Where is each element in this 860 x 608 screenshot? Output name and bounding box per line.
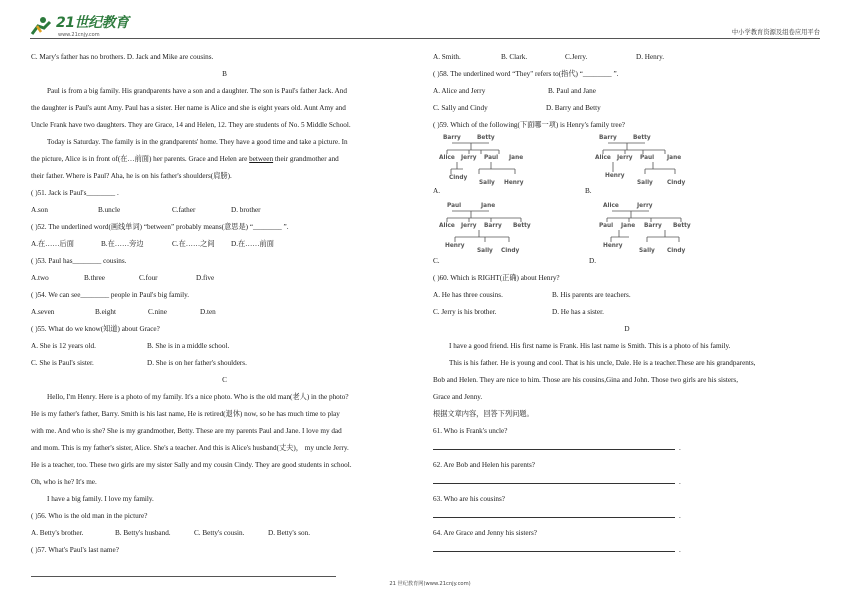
option-c: C. Jerry is his brother. bbox=[433, 308, 497, 316]
answer-line[interactable] bbox=[433, 483, 675, 484]
option-c: C.father bbox=[172, 206, 196, 214]
site-logo bbox=[28, 14, 138, 40]
tree-option-label: C. bbox=[433, 257, 440, 265]
question-61: 61. Who is Frank's uncle? bbox=[433, 427, 508, 435]
logo-text: 21世纪教育 bbox=[56, 15, 129, 31]
passage-d-line: This is his father. He is young and cool. That is his uncle, Dale. He is a teacher.These are his grandparents, bbox=[449, 359, 756, 367]
tree-name: Jane bbox=[481, 203, 496, 209]
tree-name: Alice bbox=[595, 155, 611, 161]
tree-name: Sally bbox=[637, 180, 653, 186]
section-heading-b: B bbox=[222, 70, 227, 78]
question-57: ( )57. What's Paul's last name? bbox=[31, 546, 119, 554]
question-59: ( )59. Which of the following(下面哪一项) is Henry's family tree? bbox=[433, 121, 625, 129]
tree-name: Barry bbox=[443, 135, 461, 141]
option-c: C. Betty's cousin. bbox=[194, 529, 245, 537]
option-b: B. Paul and Jane bbox=[548, 87, 596, 95]
answer-period: . bbox=[679, 546, 681, 554]
option-b: B.在……旁边 bbox=[101, 240, 144, 248]
tree-name: Cindy bbox=[449, 175, 468, 181]
answer-line[interactable] bbox=[433, 449, 675, 450]
question-55: ( )55. What do we know(知道) about Grace? bbox=[31, 325, 160, 333]
tree-name: Jerry bbox=[461, 223, 477, 229]
question-60: ( )60. Which is RIGHT(正确) about Henry? bbox=[433, 274, 560, 282]
option-c: C.在……之间 bbox=[172, 240, 215, 248]
passage-c-line: Hello, I'm Henry. Here is a photo of my family. It's a nice photo. Who is the old man(老人) in the photo? bbox=[47, 393, 349, 401]
option-d: D. She is on her father's shoulders. bbox=[147, 359, 247, 367]
answer-period: . bbox=[679, 444, 681, 452]
logo-site: www.21cnjy.com bbox=[58, 32, 100, 38]
family-tree-c bbox=[439, 204, 539, 262]
answer-period: . bbox=[679, 512, 681, 520]
option-c: C. Sally and Cindy bbox=[433, 104, 488, 112]
tree-name: Paul bbox=[484, 155, 499, 161]
underlined-word-between: between bbox=[249, 155, 274, 163]
option-a: A.son bbox=[31, 206, 48, 214]
passage-b-line: their father. Where is Paul? Aha, he is on his father's shoulders(肩膀). bbox=[31, 172, 232, 180]
tree-name: Cindy bbox=[667, 180, 686, 186]
option-c: C. She is Paul's sister. bbox=[31, 359, 94, 367]
tree-name: Sally bbox=[477, 248, 493, 254]
passage-c-line: Oh, who is he? It's me. bbox=[31, 478, 97, 486]
option-b: B.eight bbox=[95, 308, 116, 316]
tree-name: Henry bbox=[603, 243, 623, 249]
family-tree-b bbox=[595, 136, 695, 194]
tree-option-label: A. bbox=[433, 187, 440, 195]
option-c: C.nine bbox=[148, 308, 167, 316]
option-d: D. brother bbox=[231, 206, 261, 214]
option-b: B.three bbox=[84, 274, 105, 282]
passage-b-line bbox=[31, 156, 339, 163]
passage-text: the picture, Alice is in front of(在…前面) her parents. Grace and Helen are bbox=[31, 155, 250, 163]
tree-name: Barry bbox=[484, 223, 502, 229]
tree-name: Jerry bbox=[637, 203, 653, 209]
passage-d-line: Bob and Helen. They are nice to him. Those are his cousins,Gina and John. Those two girls are his sisters, bbox=[433, 376, 739, 384]
option-a: A. He has three cousins. bbox=[433, 291, 503, 299]
option-b: B.uncle bbox=[98, 206, 121, 214]
tree-option-label: B. bbox=[585, 187, 592, 195]
option-b: B. Clark. bbox=[501, 53, 528, 61]
tree-name: Betty bbox=[633, 135, 651, 141]
passage-b-line: Paul is from a big family. His grandparents have a son and a daughter. The son is Paul's father Jack. And bbox=[47, 87, 347, 95]
tree-name: Jerry bbox=[617, 155, 633, 161]
question-62: 62. Are Bob and Helen his parents? bbox=[433, 461, 535, 469]
option-d: D.在……前面 bbox=[231, 240, 274, 248]
option-d: D. He has a sister. bbox=[552, 308, 604, 316]
runner-logo-icon bbox=[28, 16, 54, 36]
question-54: ( )54. We can see________ people in Paul's big family. bbox=[31, 291, 190, 299]
option-a: A.two bbox=[31, 274, 49, 282]
option-a: A.在……后面 bbox=[31, 240, 74, 248]
option-a: A. Alice and Jerry bbox=[433, 87, 486, 95]
tree-name: Paul bbox=[640, 155, 655, 161]
option-d: D. Barry and Betty bbox=[546, 104, 601, 112]
option-c: C.Jerry. bbox=[565, 53, 588, 61]
question-64: 64. Are Grace and Jenny his sisters? bbox=[433, 529, 537, 537]
question-63: 63. Who are his cousins? bbox=[433, 495, 505, 503]
tree-name: Henry bbox=[605, 173, 625, 179]
tree-name: Betty bbox=[673, 223, 691, 229]
option-a: A. Betty's brother. bbox=[31, 529, 84, 537]
footer-text: 21 世纪教育网(www.21cnjy.com) bbox=[389, 581, 471, 587]
tree-name: Cindy bbox=[667, 248, 686, 254]
tree-name: Sally bbox=[639, 248, 655, 254]
passage-text: their grandmother and bbox=[273, 155, 339, 163]
passage-c-line: with me. And who is she? She is my grandmother, Betty. These are my parents Paul and Jane. I love my dad bbox=[31, 427, 342, 435]
family-tree-a bbox=[439, 136, 539, 194]
question-58: ( )58. The underlined word “They" refers to(指代) “________ ”. bbox=[433, 70, 619, 78]
tree-name: Paul bbox=[447, 203, 462, 209]
passage-c-line: He is a teacher, too. These two girls are my sister Sally and my cousin Cindy. They are good students in school. bbox=[31, 461, 352, 469]
tree-name: Sally bbox=[479, 180, 495, 186]
passage-b-line: Uncle Frank have two daughters. They are Grace, 14 and Helen, 12. They are students of No. 5 Middle School. bbox=[31, 121, 351, 129]
footer-divider bbox=[31, 576, 336, 577]
question-51: ( )51. Jack is Paul's________ . bbox=[31, 189, 119, 197]
option-b: B. His parents are teachers. bbox=[552, 291, 631, 299]
option-line: C. Mary's father has no brothers. D. Jack and Mike are cousins. bbox=[31, 53, 214, 61]
passage-d-line: Grace and Jenny. bbox=[433, 393, 483, 401]
passage-c-line: and mom. This is my father's sister, Alice. She's a teacher. And this is Alice's husband(丈夫)， my uncle Jerry. bbox=[31, 444, 349, 452]
instruction-text: 根据文章内容，回答下列问题。 bbox=[433, 410, 534, 418]
tree-name: Alice bbox=[439, 155, 455, 161]
answer-line[interactable] bbox=[433, 517, 675, 518]
tree-name: Jane bbox=[621, 223, 636, 229]
option-a: A. Smith. bbox=[433, 53, 461, 61]
header-divider bbox=[30, 38, 820, 39]
section-heading-c: C bbox=[222, 376, 227, 384]
question-53: ( )53. Paul has________ cousins. bbox=[31, 257, 127, 265]
family-tree-d bbox=[599, 204, 699, 262]
answer-line[interactable] bbox=[433, 551, 675, 552]
question-56: ( )56. Who is the old man in the picture? bbox=[31, 512, 148, 520]
tree-name: Alice bbox=[603, 203, 619, 209]
tree-name: Henry bbox=[445, 243, 465, 249]
tree-option-label: D. bbox=[589, 257, 596, 265]
option-a: A.seven bbox=[31, 308, 55, 316]
tree-name: Barry bbox=[644, 223, 662, 229]
option-b: B. Betty's husband. bbox=[115, 529, 171, 537]
passage-b-line: the daughter is Paul's aunt Amy. Paul has a sister. Her name is Alice and she is eight years old. Aunt Amy and bbox=[31, 104, 346, 112]
tree-name: Paul bbox=[599, 223, 614, 229]
tree-name: Jerry bbox=[461, 155, 477, 161]
passage-c-line: I have a big family. I love my family. bbox=[47, 495, 154, 503]
option-d: D. Henry. bbox=[636, 53, 665, 61]
tree-name: Alice bbox=[439, 223, 455, 229]
tree-name: Henry bbox=[504, 180, 524, 186]
tree-name: Betty bbox=[513, 223, 531, 229]
passage-b-line: Today is Saturday. The family is in the grandparents' home. They have a good time and take a picture. In bbox=[47, 138, 348, 146]
option-a: A. She is 12 years old. bbox=[31, 342, 96, 350]
question-52: ( )52. The underlined word(画线单词) “between” probably means(意思是) “________ ”. bbox=[31, 223, 289, 231]
passage-c-line: He is my father's father, Barry. Smith is his last name, He is retired(退休) now, so he has much time to play bbox=[31, 410, 340, 418]
option-d: D. Betty's son. bbox=[268, 529, 311, 537]
header-platform-text: 中小学教育资源及组卷应用平台 bbox=[731, 29, 820, 36]
section-heading-d: D bbox=[624, 325, 630, 333]
tree-name: Betty bbox=[477, 135, 495, 141]
tree-name: Cindy bbox=[501, 248, 520, 254]
passage-d-line: I have a good friend. His first name is Frank. His last name is Smith. This is a photo of his family. bbox=[449, 342, 731, 350]
tree-name: Jane bbox=[509, 155, 524, 161]
tree-name: Jane bbox=[667, 155, 682, 161]
answer-period: . bbox=[679, 478, 681, 486]
option-d: D.ten bbox=[200, 308, 216, 316]
option-c: C.four bbox=[139, 274, 158, 282]
option-d: D.five bbox=[196, 274, 215, 282]
tree-name: Barry bbox=[599, 135, 617, 141]
option-b: B. She is in a middle school. bbox=[147, 342, 230, 350]
